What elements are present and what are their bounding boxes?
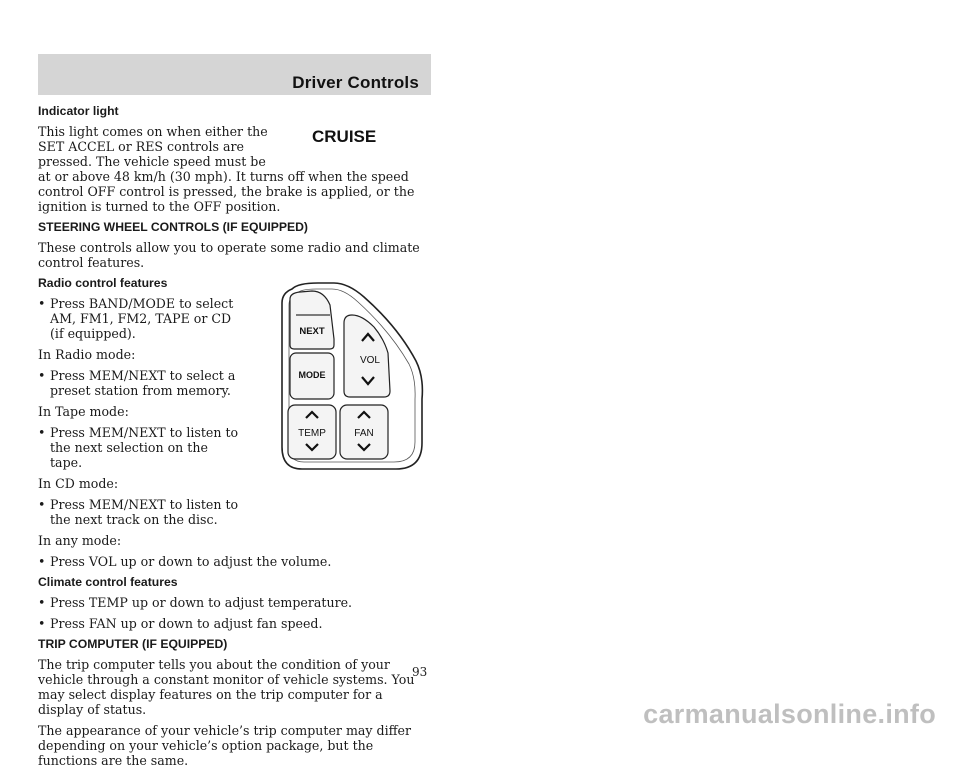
radio-bullet-cd xyxy=(38,497,243,527)
watermark: carmanualsonline.info xyxy=(643,699,936,729)
trip-heading: TRIP COMPUTER (IF EQUIPPED) xyxy=(38,637,228,651)
fan-rocker[interactable] xyxy=(340,405,388,459)
climate-bullet-fan-text: Press FAN up or down to adjust fan speed. xyxy=(50,616,323,631)
radio-bullet-volume-text: Press VOL up or down to adjust the volume. xyxy=(50,554,332,569)
indicator-rest: at or above 48 km/h (30 mph). It turns off when the speed control OFF control is pressed, the brake is applied, or the ignition is turned to the OFF position. xyxy=(38,169,415,214)
bullet-glyph: • xyxy=(38,595,46,610)
steering-heading: STEERING WHEEL CONTROLS (IF EQUIPPED) xyxy=(38,220,308,234)
radio-bullet-preset-text: Press MEM/NEXT to select a preset station from memory. xyxy=(50,368,236,398)
climate-heading: Climate control features xyxy=(38,575,178,589)
section-header-bar xyxy=(38,54,431,95)
steering-paragraph: These controls allow you to operate some radio and climate control features. xyxy=(38,240,420,270)
bullet-glyph: • xyxy=(38,554,46,569)
radio-bullet-volume xyxy=(38,554,431,569)
bullet-glyph: • xyxy=(38,425,46,440)
section-title: Driver Controls xyxy=(292,73,419,92)
mode-button[interactable] xyxy=(290,353,334,399)
vol-label: VOL xyxy=(359,355,381,366)
indicator-line-1: This light comes on when either the xyxy=(38,124,268,139)
bullet-glyph: • xyxy=(38,296,46,311)
temp-label: TEMP xyxy=(298,428,326,439)
indicator-line-3: pressed. The vehicle speed must be xyxy=(38,154,266,169)
radio-bullet-tape-text: Press MEM/NEXT to listen to the next selection on the tape. xyxy=(50,425,239,470)
next-label: NEXT xyxy=(299,326,325,337)
cruise-indicator-label: CRUISE xyxy=(312,127,377,146)
climate-bullet-temp xyxy=(38,595,431,610)
trip-paragraph-2: The appearance of your vehicle’s trip computer may differ depending on your vehicle’s option package, but the functions are the same. xyxy=(38,723,412,768)
bullet-glyph: • xyxy=(38,616,46,631)
bullet-glyph: • xyxy=(38,497,46,512)
temp-rocker[interactable] xyxy=(288,405,336,459)
tape-mode-label: In Tape mode: xyxy=(38,404,129,419)
radio-bullet-band-text: Press BAND/MODE to select AM, FM1, FM2, TAPE or CD (if equipped). xyxy=(50,296,234,341)
next-button[interactable] xyxy=(290,291,334,349)
steering-wheel-control-panel xyxy=(278,281,428,471)
radio-mode-label: In Radio mode: xyxy=(38,347,136,362)
mode-label: MODE xyxy=(298,370,326,380)
fan-label: FAN xyxy=(354,428,374,439)
cd-mode-label: In CD mode: xyxy=(38,476,119,491)
radio-bullet-tape xyxy=(38,425,243,470)
radio-heading: Radio control features xyxy=(38,276,168,290)
any-mode-label: In any mode: xyxy=(38,533,122,548)
climate-bullet-fan xyxy=(38,616,431,631)
climate-bullet-temp-text: Press TEMP up or down to adjust temperature. xyxy=(50,595,353,610)
indicator-heading: Indicator light xyxy=(38,104,119,118)
indicator-line-2: SET ACCEL or RES controls are xyxy=(38,139,244,154)
radio-bullet-band xyxy=(38,296,243,341)
radio-bullet-preset xyxy=(38,368,243,398)
indicator-paragraph xyxy=(38,124,431,214)
bullet-glyph: • xyxy=(38,368,46,383)
page-number: 93 xyxy=(412,665,428,679)
trip-paragraph-1: The trip computer tells you about the condition of your vehicle through a constant monitor of vehicle systems. You may select display features on the trip computer for a display of status. xyxy=(38,657,415,717)
radio-bullet-cd-text: Press MEM/NEXT to listen to the next track on the disc. xyxy=(50,497,239,527)
